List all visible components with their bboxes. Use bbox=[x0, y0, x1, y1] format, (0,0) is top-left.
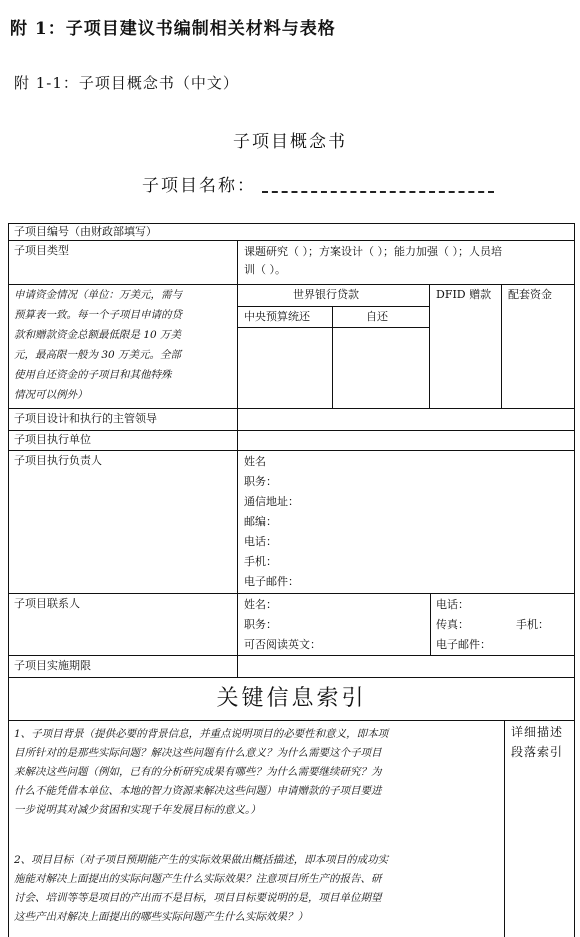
head-field-mobile[interactable]: 手机： bbox=[244, 555, 277, 568]
section1-line: 来解决这些问题（例如，已有的分析研究成果有哪些？为什么需要继续研究？为 bbox=[14, 766, 382, 778]
contact-field-name[interactable]: 姓名： bbox=[244, 598, 277, 611]
row-divider bbox=[8, 284, 575, 285]
head-field-phone[interactable]: 电话： bbox=[244, 535, 277, 548]
funding-column-line bbox=[501, 284, 502, 409]
head-field-address[interactable]: 通信地址： bbox=[244, 495, 299, 508]
row-divider bbox=[8, 430, 575, 431]
type-options-line2[interactable]: 训（ ）。 bbox=[244, 263, 286, 276]
name-blank-underline[interactable] bbox=[262, 191, 494, 193]
section2-line: 这些产出对解决上面提出的哪些实际问题产生什么实际效果？） bbox=[14, 911, 308, 923]
subproject-name-label: 子项目名称： bbox=[142, 176, 256, 196]
contact-field-email[interactable]: 电子邮件： bbox=[436, 638, 491, 651]
contact-column-line bbox=[430, 593, 431, 655]
index-side-column-line bbox=[504, 720, 505, 937]
side-note-detail: 详细描述 bbox=[511, 725, 564, 739]
contact-field-mobile[interactable]: 手机： bbox=[516, 618, 549, 631]
contact-field-phone[interactable]: 电话： bbox=[436, 598, 469, 611]
contact-field-title[interactable]: 职务： bbox=[244, 618, 277, 631]
section1-line: 一步说明其对减少贫困和实现千年发展目标的意义。） bbox=[14, 804, 261, 816]
row-divider bbox=[8, 450, 575, 451]
funding-label-line: 情况可以例外） bbox=[14, 389, 88, 401]
head-field-title[interactable]: 职务： bbox=[244, 475, 277, 488]
contact-field-english[interactable]: 可否阅读英文： bbox=[244, 638, 321, 651]
table-border-left bbox=[8, 223, 9, 937]
funding-subrow-line bbox=[237, 327, 429, 328]
funding-subcolumn-line bbox=[332, 306, 333, 409]
type-options-line1[interactable]: 课题研究（ ）；方案设计（ ）；能力加强（ ）；人员培 bbox=[244, 245, 502, 258]
contact-field-fax[interactable]: 传真： bbox=[436, 618, 469, 631]
row-divider bbox=[8, 720, 575, 721]
funding-label-line: 元，最高限一般为 30 万美元。全部 bbox=[14, 349, 182, 361]
annex-title: 附 1：子项目建议书编制相关材料与表格 bbox=[10, 19, 336, 39]
row-label-subproject-type: 子项目类型 bbox=[14, 244, 69, 257]
row-divider bbox=[8, 593, 575, 594]
head-field-email[interactable]: 电子邮件： bbox=[244, 575, 299, 588]
dfid-grant-header: DFID 赠款 bbox=[436, 288, 492, 301]
row-divider bbox=[8, 655, 575, 656]
world-bank-loan-header: 世界银行贷款 bbox=[293, 288, 359, 301]
row-label-contact: 子项目联系人 bbox=[14, 597, 80, 610]
head-field-postcode[interactable]: 邮编： bbox=[244, 515, 277, 528]
row-label-subproject-number: 子项目编号（由财政部填写） bbox=[14, 225, 157, 238]
funding-label-line: 预算表一致。每一个子项目申请的贷 bbox=[14, 309, 182, 321]
row-divider bbox=[8, 677, 575, 678]
row-divider bbox=[8, 408, 575, 409]
funding-label-line: 申请资金情况（单位：万美元，需与 bbox=[14, 289, 182, 301]
head-field-name[interactable]: 姓名 bbox=[244, 455, 266, 468]
key-info-index-title: 关键信息索引 bbox=[216, 686, 367, 711]
side-note-index: 段落索引 bbox=[511, 745, 564, 759]
subproject-name-line bbox=[142, 171, 494, 196]
concept-form-table bbox=[8, 223, 575, 937]
row-label-design-lead: 子项目设计和执行的主管领导 bbox=[14, 412, 157, 425]
self-repay-header: 自还 bbox=[366, 310, 388, 323]
row-label-exec-unit: 子项目执行单位 bbox=[14, 433, 91, 446]
funding-label-line: 使用自还资金的子项目和其他特殊 bbox=[14, 369, 172, 381]
annex-subtitle: 附 1-1：子项目概念书（中文） bbox=[14, 74, 239, 92]
section1-line: 目所针对的是那些实际问题？解决这些问题有什么意义？为什么需要这个子项目 bbox=[14, 747, 382, 759]
document-title: 子项目概念书 bbox=[233, 132, 347, 152]
central-budget-header: 中央预算统还 bbox=[244, 310, 310, 323]
funding-column-line bbox=[429, 284, 430, 409]
section1-line: 什么不能凭借本单位、本地的智力资源来解决这些问题）申请赠款的子项目要进 bbox=[14, 785, 382, 797]
row-label-exec-head: 子项目执行负责人 bbox=[14, 454, 102, 467]
section2-line: 2、项目目标（对子项目预期能产生的实际效果做出概括描述，即本项目的成功实 bbox=[14, 854, 389, 866]
table-border-right bbox=[574, 223, 575, 937]
funding-subheader-line bbox=[237, 306, 429, 307]
funding-label-line: 款和赠款资金总额最低限是 10 万美 bbox=[14, 329, 182, 341]
section1-line: 1、子项目背景（提供必要的背景信息，并重点说明项目的必要性和意义，即本项 bbox=[14, 728, 389, 740]
section2-line: 讨会、培训等等是项目的产出而不是目标，项目目标要说明的是，项目单位期望 bbox=[14, 892, 382, 904]
row-label-period: 子项目实施期限 bbox=[14, 659, 91, 672]
section2-line: 施能对解决上面提出的实际问题产生什么实际效果？注意项目所生产的报告、研 bbox=[14, 873, 382, 885]
counterpart-funds-header: 配套资金 bbox=[508, 288, 552, 301]
